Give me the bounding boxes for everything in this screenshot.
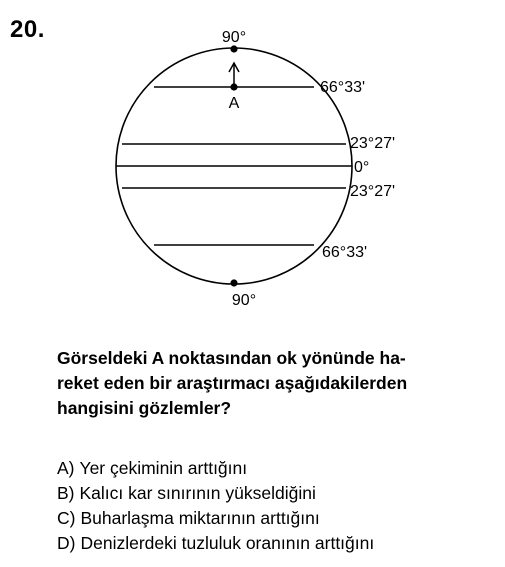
point-a-dot bbox=[230, 83, 237, 90]
option-a[interactable] bbox=[57, 456, 374, 481]
north-pole-dot bbox=[230, 45, 237, 52]
arctic-circle-label: 66°33' bbox=[320, 79, 366, 96]
south-pole-dot bbox=[230, 279, 237, 286]
option-text: Kalıcı kar sınırının yükseldiğini bbox=[79, 483, 316, 503]
option-c[interactable] bbox=[57, 506, 374, 531]
answer-options bbox=[57, 456, 374, 556]
arrow-up-icon bbox=[229, 63, 239, 84]
stem-line: reket eden bir araştırmacı aşağıdakilerden bbox=[57, 373, 408, 393]
option-letter: C) bbox=[57, 508, 76, 528]
question-stem bbox=[57, 346, 487, 421]
option-letter: D) bbox=[57, 533, 76, 553]
question-number: 20. bbox=[10, 16, 45, 43]
north-pole-label: 90° bbox=[221, 29, 247, 46]
option-text: Denizlerdeki tuzluluk oranının arttığını bbox=[80, 533, 375, 553]
south-pole-label: 90° bbox=[231, 292, 257, 309]
option-b[interactable] bbox=[57, 481, 374, 506]
stem-line: Görseldeki A noktasından ok yönünde ha- bbox=[57, 348, 406, 368]
tropic-capricorn-label: 23°27' bbox=[350, 183, 396, 200]
option-text: Yer çekiminin arttığını bbox=[79, 458, 248, 478]
option-letter: B) bbox=[57, 483, 75, 503]
equator-label: 0° bbox=[354, 159, 370, 176]
option-letter: A) bbox=[57, 458, 75, 478]
antarctic-circle-label: 66°33' bbox=[322, 244, 368, 261]
stem-line: hangisini gözlemler? bbox=[57, 398, 232, 418]
option-text: Buharlaşma miktarının arttığını bbox=[80, 508, 320, 528]
tropic-cancer-label: 23°27' bbox=[350, 135, 396, 152]
point-a-label: A bbox=[228, 95, 240, 112]
option-d[interactable] bbox=[57, 531, 374, 556]
